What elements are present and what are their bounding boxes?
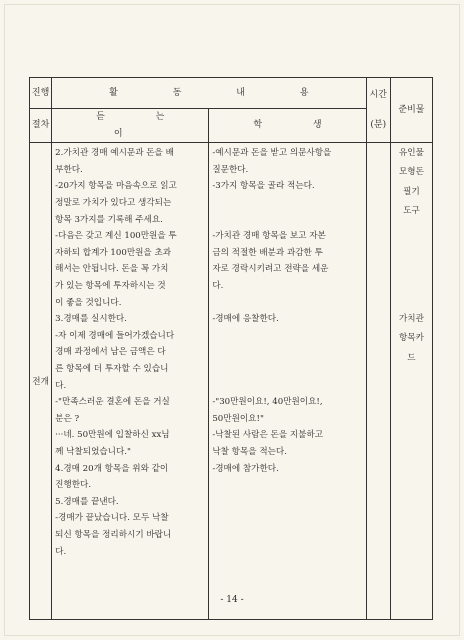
teacher-line: 부한다. — [55, 164, 83, 175]
header-stage-top: 진행 — [30, 78, 52, 109]
teacher-line: 경매 과정에서 남은 금액은 다 — [55, 347, 166, 358]
student-line: -예시문과 돈을 받고 의문사항을 — [212, 148, 332, 159]
student-line: -가치관 경매 항목을 보고 자본 — [212, 231, 326, 242]
teacher-line: 해서는 안됩니다. 돈을 꼭 가치 — [55, 264, 169, 275]
teacher-line: -경매가 끝났습니다. 모두 낙찰 — [55, 513, 169, 524]
header-stage-bottom: 절차 — [30, 109, 52, 143]
teacher-line: 른 항목에 더 투자할 수 있습니 — [55, 363, 169, 374]
student-line: -3가지 항목을 골라 적는다. — [212, 181, 315, 192]
teacher-line: 4.경매 20개 항목을 위와 같이 — [55, 463, 169, 474]
teacher-line: 되신 항목을 정리하시기 바랍니 — [55, 529, 172, 540]
teacher-line: 다. — [55, 546, 67, 557]
student-line: 다. — [212, 280, 224, 291]
teacher-line: 자하되 합계가 100만원을 초과 — [55, 247, 172, 258]
material-item: 가치관 — [399, 314, 424, 325]
material-item: 도구 — [403, 205, 420, 216]
student-line: 50만원이요!" — [212, 413, 264, 424]
student-line: -낙찰된 사람은 돈을 지불하고 — [212, 430, 324, 441]
teacher-line: -20가지 항목을 마음속으로 읽고 — [55, 181, 177, 192]
student-line: 질문한다. — [212, 164, 249, 175]
header-student: 학 생 — [209, 109, 366, 143]
lesson-plan-table — [29, 77, 433, 620]
teacher-line: 진행한다. — [55, 480, 92, 491]
material-item: 필기 — [403, 186, 420, 197]
header-materials: 준비물 — [390, 78, 432, 143]
student-line: 자로 경락시키려고 전략을 세운 — [212, 264, 329, 275]
material-item: 유인물 — [399, 148, 424, 159]
teacher-line: 가 있는 항목에 투자하시는 것 — [55, 280, 166, 291]
teacher-line: 5.경매를 끝낸다. — [55, 496, 119, 507]
teacher-line: 다. — [55, 380, 67, 391]
header-activity: 활 동 내 용 — [52, 78, 366, 109]
teacher-line: -"만족스러운 결혼에 돈을 거실 — [55, 397, 170, 408]
teacher-line: 께 낙찰되었습니다." — [55, 446, 131, 457]
student-line: -"30만원이요!, 40만원이요!, — [212, 397, 323, 408]
material-item: 항목카 — [399, 333, 424, 344]
teacher-line: 3.경매를 실시한다. — [55, 314, 127, 325]
teacher-line: ···네. 50만원에 입찰하신 xx님 — [55, 430, 170, 441]
materials-cell — [390, 143, 432, 620]
teacher-line: 2.가치관 경매 예시문과 돈을 배 — [55, 148, 174, 159]
material-item: 드 — [407, 352, 416, 363]
student-line: -경매에 참가한다. — [212, 463, 279, 474]
teacher-line: 분은 ? — [55, 413, 80, 424]
stage-cell: 전개 — [30, 143, 52, 620]
student-line: -경매에 응찰한다. — [212, 314, 279, 325]
teacher-line: 이 좋을 것입니다. — [55, 297, 122, 308]
teacher-activity-cell — [52, 143, 209, 620]
student-line: 낙찰 항목을 적는다. — [212, 446, 287, 457]
teacher-line: 정말로 가치가 있다고 생각되는 — [55, 197, 172, 208]
teacher-line: -다음은 갖고 계신 100만원을 투 — [55, 231, 177, 242]
student-activity-cell — [209, 143, 366, 620]
teacher-line: -자 이제 경매에 들어가겠습니다 — [55, 330, 175, 341]
material-item: 모형돈 — [399, 167, 424, 178]
header-time: 시간 (분) — [366, 78, 390, 143]
student-line: 금의 적절한 배분과 과감한 투 — [212, 247, 323, 258]
time-cell — [366, 143, 390, 620]
page-number: - 14 - — [220, 595, 244, 605]
teacher-line: 항목 3가지를 기록해 주세요. — [55, 214, 163, 225]
header-teacher: 듣 는 이 — [52, 109, 209, 143]
